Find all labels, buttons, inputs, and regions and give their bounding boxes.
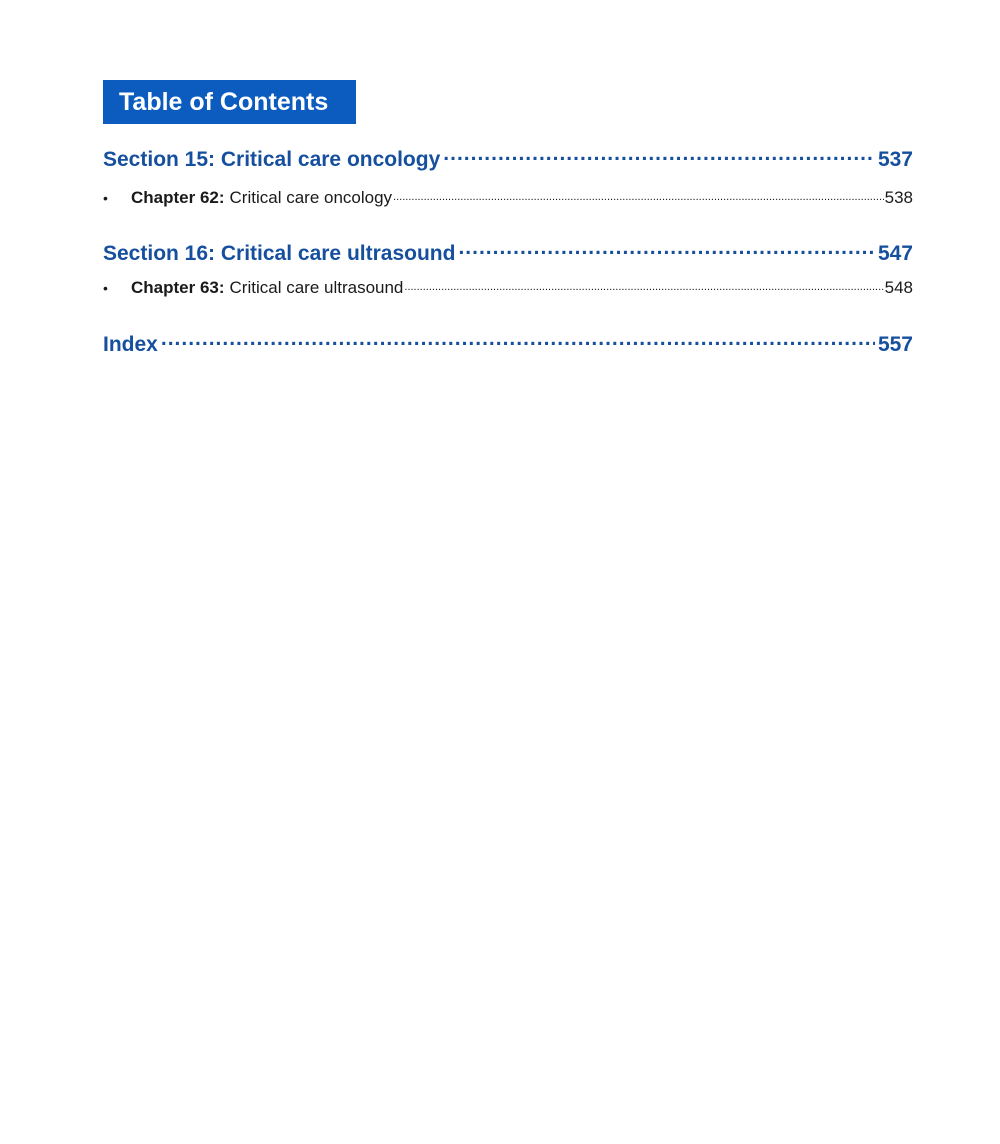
- toc-chapter-62[interactable]: [103, 187, 913, 209]
- toc-section-15[interactable]: [103, 144, 913, 172]
- dot-leader: [161, 329, 875, 351]
- toc-chapter-63[interactable]: [103, 277, 913, 299]
- chapter-number: Chapter 63:: [131, 278, 225, 297]
- section-label: Section 15: Critical care oncology: [103, 148, 441, 171]
- section-label: Index: [103, 333, 158, 356]
- chapter-number: Chapter 62:: [131, 188, 225, 207]
- dot-leader: [458, 238, 875, 260]
- chapter-page-number: 548: [884, 278, 913, 297]
- toc-heading: Table of Contents: [103, 80, 356, 124]
- section-page-number: 537: [877, 148, 913, 171]
- section-page-number: 547: [877, 242, 913, 265]
- bullet-icon: •: [103, 280, 108, 296]
- chapter-title: Critical care oncology: [229, 188, 393, 207]
- dot-leader: [393, 187, 884, 203]
- chapter-page-number: 538: [884, 188, 913, 207]
- dot-leader: [443, 144, 875, 166]
- chapter-title: Critical care ultrasound: [229, 278, 404, 297]
- section-page-number: 557: [877, 333, 913, 356]
- toc-index[interactable]: [103, 329, 913, 357]
- section-label: Section 16: Critical care ultrasound: [103, 242, 456, 265]
- bullet-icon: •: [103, 190, 108, 206]
- toc-section-16[interactable]: [103, 238, 913, 266]
- dot-leader: [404, 277, 883, 293]
